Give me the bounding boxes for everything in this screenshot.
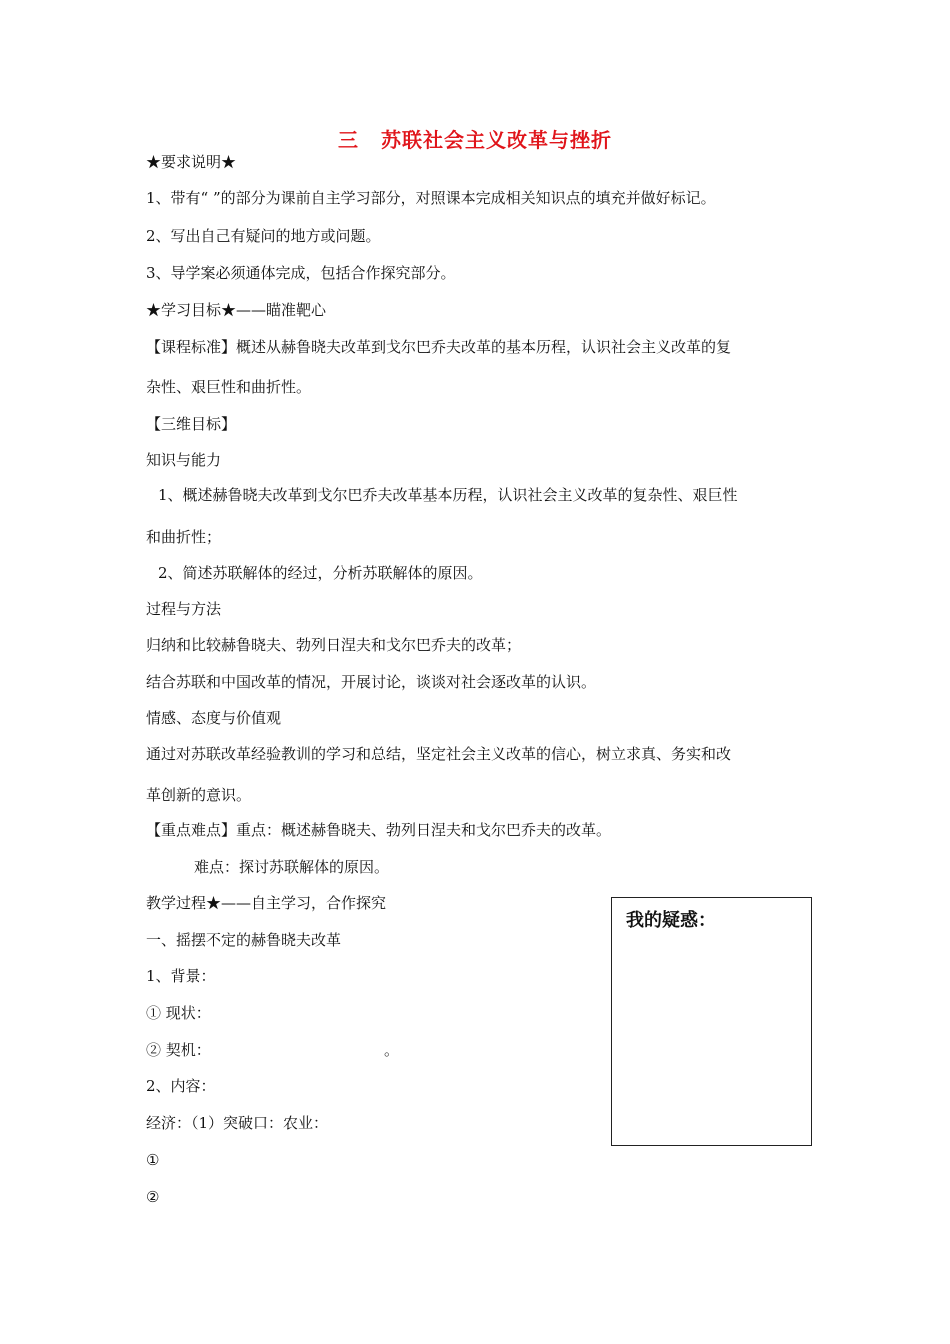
course-standard-line-1: 【课程标准】概述从赫鲁晓夫改革到戈尔巴乔夫改革的基本历程，认识社会主义改革的复 [146, 338, 732, 356]
title-number: 三 [338, 128, 359, 152]
three-dimension-goals: 【三维目标】 [146, 415, 237, 433]
my-questions-box [611, 897, 812, 1146]
emotion-heading: 情感、态度与价值观 [146, 709, 282, 727]
knowledge-item-2: 2、简述苏联解体的经过，分析苏联解体的原因。 [158, 564, 483, 582]
course-standard-line-2: 杂性、艰巨性和曲折性。 [146, 378, 312, 396]
key-points-line-1: 【重点难点】重点：概述赫鲁晓夫、勃列日涅夫和戈尔巴乔夫的改革。 [146, 821, 612, 839]
opportunity-period: 。 [384, 1041, 400, 1059]
requirement-item-1: 1、带有“ ”的部分为课前自主学习部分，对照课本完成相关知识点的填充并做好标记。 [146, 189, 716, 207]
teaching-process-heading: 教学过程★——自主学习，合作探究 [146, 894, 387, 912]
key-points-line-2: 难点：探讨苏联解体的原因。 [194, 858, 390, 876]
knowledge-ability-heading: 知识与能力 [146, 451, 222, 469]
content-item-2-marker: ② [146, 1188, 160, 1206]
requirement-item-3: 3、导学案必须通体完成，包括合作探究部分。 [146, 264, 456, 282]
requirement-item-2: 2、写出自己有疑问的地方或问题。 [146, 227, 381, 245]
status-label: ① 现状： [146, 1004, 211, 1022]
knowledge-item-1-line-2: 和曲折性； [146, 528, 222, 546]
process-item-1: 归纳和比较赫鲁晓夫、勃列日涅夫和戈尔巴乔夫的改革； [146, 636, 522, 654]
requirements-heading: ★要求说明★ [146, 153, 237, 171]
my-questions-title: 我的疑惑： [626, 910, 716, 931]
content-label: 2、内容： [146, 1077, 216, 1095]
process-method-heading: 过程与方法 [146, 600, 222, 618]
emotion-item-line-2: 革创新的意识。 [146, 786, 252, 804]
background-label: 1、背景： [146, 967, 216, 985]
page-title [0, 124, 950, 153]
emotion-item-line-1: 通过对苏联改革经验教训的学习和总结，坚定社会主义改革的信心，树立求真、务实和改 [146, 745, 732, 763]
knowledge-item-1-line-1: 1、概述赫鲁晓夫改革到戈尔巴乔夫改革基本历程，认识社会主义改革的复杂性、艰巨性 [158, 486, 738, 504]
opportunity-label: ② 契机： [146, 1041, 211, 1059]
process-item-2: 结合苏联和中国改革的情况，开展讨论，谈谈对社会逐改革的认识。 [146, 673, 597, 691]
title-text: 苏联社会主义改革与挫折 [381, 128, 612, 152]
economy-label: 经济：（1）突破口：农业： [146, 1114, 329, 1132]
content-item-1-marker: ① [146, 1151, 160, 1169]
goals-heading: ★学习目标★——瞄准靶心 [146, 301, 327, 319]
section-1-heading: 一、摇摆不定的赫鲁晓夫改革 [146, 931, 342, 949]
